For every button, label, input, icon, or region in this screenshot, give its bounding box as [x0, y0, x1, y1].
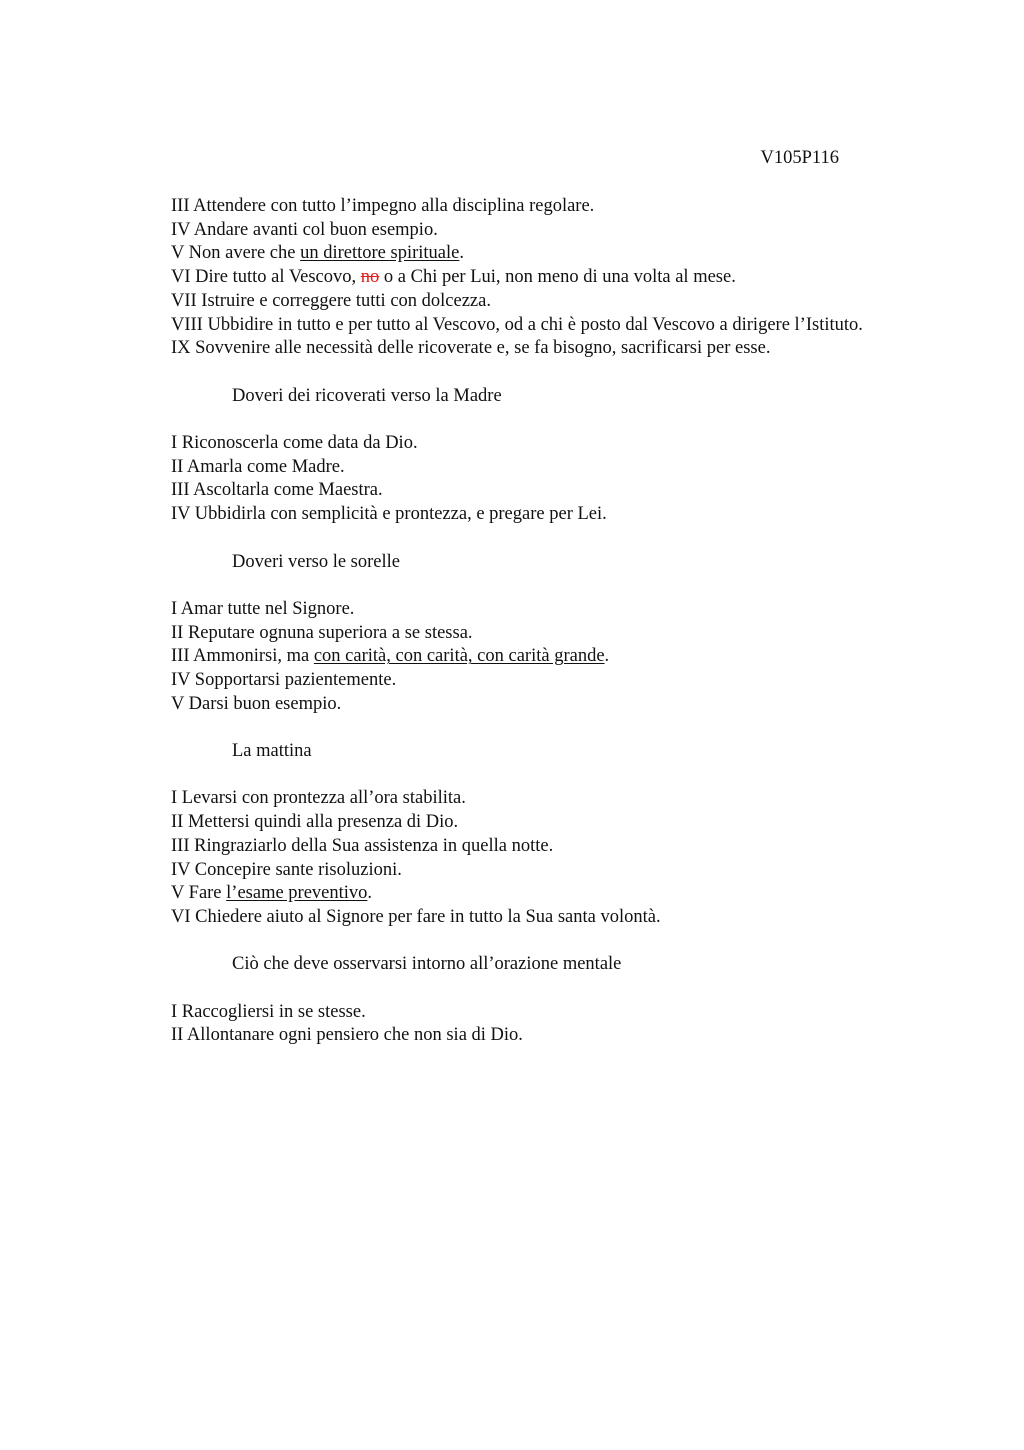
list-item: VIII Ubbidire in tutto e per tutto al Vescovo, od a chi è posto dal Vescovo a dirigere l’Istituto.	[171, 314, 863, 335]
text-segment: o a Chi per Lui, non meno di una volta al mese.	[379, 267, 736, 288]
list-item: III Attendere con tutto l’impegno alla disciplina regolare.	[171, 196, 595, 216]
section-heading-mattina: La mattina	[232, 741, 312, 762]
underlined-text: con carità, con carità, con carità grande	[313, 646, 605, 667]
list-item: VII Istruire e correggere tutti con dolcezza.	[171, 290, 491, 311]
text-segment: III Ammonirsi, ma	[171, 646, 314, 667]
list-item: IV Concepire sante risoluzioni.	[171, 859, 402, 880]
list-item: I Amar tutte nel Signore.	[171, 598, 355, 619]
underlined-text: un direttore spirituale	[300, 243, 460, 264]
text-segment: .	[367, 883, 373, 904]
list-item: IV Sopportarsi pazientemente.	[171, 670, 397, 690]
section-heading-sorelle: Doveri verso le sorelle	[232, 551, 400, 572]
list-item	[171, 266, 871, 290]
text-segment: .	[604, 646, 610, 667]
madre-list	[171, 432, 871, 527]
list-item: I Raccogliersi in se stesse.	[171, 1001, 366, 1022]
list-item: I Riconoscerla come data da Dio.	[171, 433, 418, 453]
list-item: III Ascoltarla come Maestra.	[171, 480, 383, 501]
text-segment: V Fare	[171, 883, 227, 904]
list-item: VI Chiedere aiuto al Signore per fare in tutto la Sua santa volontà.	[171, 907, 661, 927]
section-heading-orazione: Ciò che deve osservarsi intorno all’orazione mentale	[232, 954, 622, 975]
list-item: I Levarsi con prontezza all’ora stabilita.	[171, 788, 466, 809]
list-item: IX Sovvenire alle necessità delle ricoverate e, se fa bisogno, sacrificarsi per esse.	[171, 338, 771, 359]
list-item: V Darsi buon esempio.	[171, 693, 342, 714]
list-item	[171, 882, 871, 906]
mattina-list	[171, 787, 871, 929]
list-item: II Allontanare ogni pensiero che non sia di Dio.	[171, 1025, 523, 1046]
list-item	[171, 645, 871, 669]
list-item: IV Andare avanti col buon esempio.	[171, 219, 438, 240]
list-item: II Amarla come Madre.	[171, 456, 345, 477]
list-item: IV Ubbidirla con semplicità e prontezza, e pregare per Lei.	[171, 504, 607, 525]
text-segment: .	[459, 243, 464, 264]
text-segment: V Non avere che	[171, 243, 301, 264]
text-segment: VI Dire tutto al Vescovo,	[171, 267, 361, 288]
list-item: III Ringraziarlo della Sua assistenza in quella notte.	[171, 835, 554, 856]
intro-list	[171, 195, 871, 361]
list-item	[171, 242, 871, 266]
strikethrough-text: no	[360, 267, 380, 288]
sorelle-list	[171, 598, 871, 717]
underlined-text: l’esame preventivo	[226, 883, 368, 904]
list-item: II Mettersi quindi alla presenza di Dio.	[171, 812, 459, 833]
list-item: II Reputare ognuna superiora a se stessa.	[171, 622, 473, 643]
section-heading-madre: Doveri dei ricoverati verso la Madre	[232, 385, 502, 406]
orazione-list	[171, 1001, 871, 1048]
document-body	[171, 195, 871, 1048]
page-identifier: V105P116	[760, 148, 839, 168]
